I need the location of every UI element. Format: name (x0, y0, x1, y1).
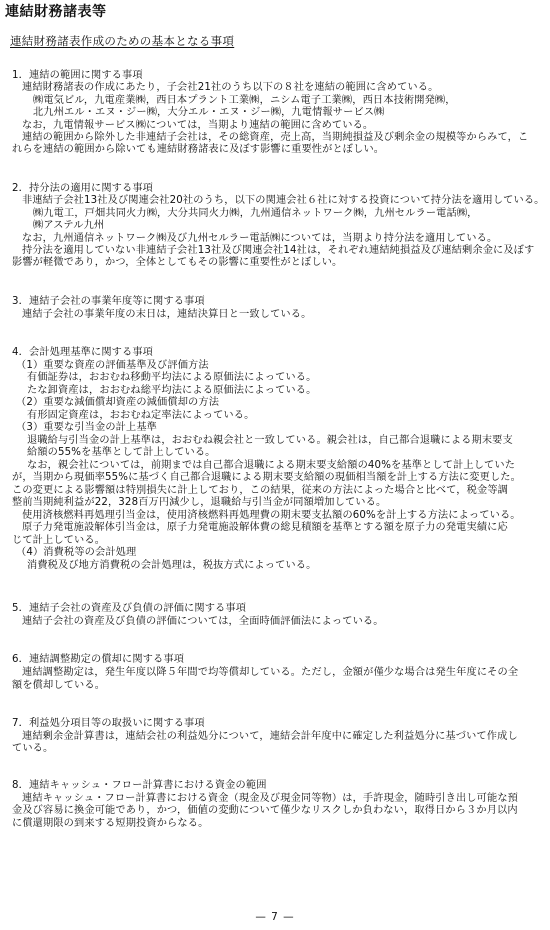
text-line: 連結剰余金計算書は，連結会社の利益処分について，連結会計年度中に確定した利益処分に基づいて作成し (22, 731, 518, 742)
text-line: この変更による影響額は特別損失に計上しており，この結果，従来の方法によった場合と比べて，税金等調 (12, 485, 508, 496)
text-line: たな卸資産は，おおむね総平均法による原価法によっている。 (27, 385, 317, 396)
text-line: ㈱電気ビル，九電産業㈱，西日本プラント工業㈱，ニシム電子工業㈱，西日本技術開発㈱， (33, 95, 456, 106)
text-line: ㈱アステル九州 (33, 220, 105, 231)
text-line: れらを連結の範囲から除いても連結財務諸表に及ぼす影響に重要性がとぼしい。 (12, 144, 385, 155)
text-line: が，当期から現価率55%に基づく自己都合退職による期末要支給額の現価相当額を計上する方法に変更した。 (12, 472, 521, 483)
text-line: 使用済核燃料再処理引当金は，使用済核燃料再処理費の期末要支払額の60%を計上する方法によっている。 (22, 510, 521, 521)
text-line: 2．持分法の適用に関する事項 (12, 183, 154, 194)
text-line: 北九州エル・エヌ・ジー㈱，大分エル・エヌ・ジー㈱，九電情報サービス㈱ (33, 107, 385, 118)
text-line: 4．会計処理基準に関する事項 (12, 347, 154, 358)
text-line: 7．利益処分項目等の取扱いに関する事項 (12, 718, 205, 729)
text-line: 連結財務諸表の作成にあたり，子会社21社のうち以下の８社を連結の範囲に含めている。 (22, 82, 439, 93)
text-line: 5．連結子会社の資産及び負債の評価に関する事項 (12, 603, 247, 614)
text-line: なお，九州通信ネットワーク㈱及び九州セルラー電話㈱については，当期より持分法を適用している。 (22, 233, 498, 244)
text-line: 有価証券は，おおむね移動平均法による原価法によっている。 (27, 372, 317, 383)
text-line: 6．連結調整勘定の償却に関する事項 (12, 654, 185, 665)
text-line: 1．連結の範囲に関する事項 (12, 70, 143, 81)
text-line: 給額の55%を基準として計上している。 (27, 447, 216, 458)
text-line: 退職給与引当金の計上基準は，おおむね親会社と一致している。親会社は，自己都合退職による期末要支 (27, 435, 513, 446)
text-line: 有形固定資産は，おおむね定率法によっている。 (27, 410, 255, 421)
text-line: 整前当期純利益が22，328百万円減少し，退職給与引当金が同額増加している。 (12, 497, 387, 508)
text-line: （1）重要な資産の評価基準及び評価方法 (16, 360, 209, 371)
page-title: 連結財務諸表等 (5, 4, 107, 20)
text-line: 額を償却している。 (12, 680, 106, 691)
text-line: じて計上している。 (12, 535, 106, 546)
text-line: 消費税及び地方消費税の会計処理は，税抜方式によっている。 (27, 560, 317, 571)
text-line: 金及び容易に換金可能であり，かつ，価値の変動について僅少なリスクしか負わない，取得日から３か月以内 (12, 805, 518, 816)
section-subtitle: 連結財務諸表作成のための基本となる事項 (10, 34, 235, 48)
text-line: ている。 (12, 743, 54, 754)
text-line: 非連結子会社13社及び関連会社20社のうち，以下の関連会社６社に対する投資について持分法を適用している。 (22, 195, 545, 206)
text-line: 持分法を適用していない非連結子会社13社及び関連会社14社は，それぞれ連結純損益及び連結剰余金に及ぼす (22, 245, 535, 256)
text-line: 3．連結子会社の事業年度等に関する事項 (12, 296, 205, 307)
text-line: 連結調整勘定は，発生年度以降５年間で均等償却している。ただし，金額が僅少な場合は発生年度にその全 (22, 667, 519, 678)
text-line: なお，九電情報サービス㈱については，当期より連結の範囲に含めている。 (22, 120, 374, 131)
text-line: 連結子会社の事業年度の末日は，連結決算日と一致している。 (22, 309, 312, 320)
text-line: 8．連結キャッシュ・フロー計算書における資金の範囲 (12, 780, 267, 791)
page-number: — 7 — (255, 911, 295, 923)
text-line: （2）重要な減価償却資産の減価償却の方法 (16, 397, 220, 408)
text-line: 影響が軽微であり，かつ，全体としてもその影響に重要性がとぼしい。 (12, 257, 343, 268)
text-line: 連結子会社の資産及び負債の評価については，全面時価評価法によっている。 (22, 616, 384, 627)
text-line: なお，親会社については，前期までは自己都合退職による期末要支給額の40%を基準として計上していた (27, 460, 516, 471)
text-line: に償還期限の到来する短期投資からなる。 (12, 818, 209, 829)
text-line: 原子力発電施設解体引当金は，原子力発電施設解体費の総見積額を基準とする額を原子力の発電実績に応 (22, 522, 508, 533)
text-line: 連結キャッシュ・フロー計算書における資金（現金及び現金同等物）は，手許現金，随時引き出し可能な預 (22, 793, 518, 804)
text-line: ㈱九電工，戸畑共同火力㈱，大分共同火力㈱，九州通信ネットワーク㈱，九州セルラー電話㈱， (33, 208, 478, 219)
text-line: 連結の範囲から除外した非連結子会社は，その総資産，売上高，当期純損益及び剰余金の規模等からみて，こ (22, 132, 529, 143)
text-line: （4）消費税等の会計処理 (16, 547, 137, 558)
text-line: （3）重要な引当金の計上基準 (16, 422, 158, 433)
